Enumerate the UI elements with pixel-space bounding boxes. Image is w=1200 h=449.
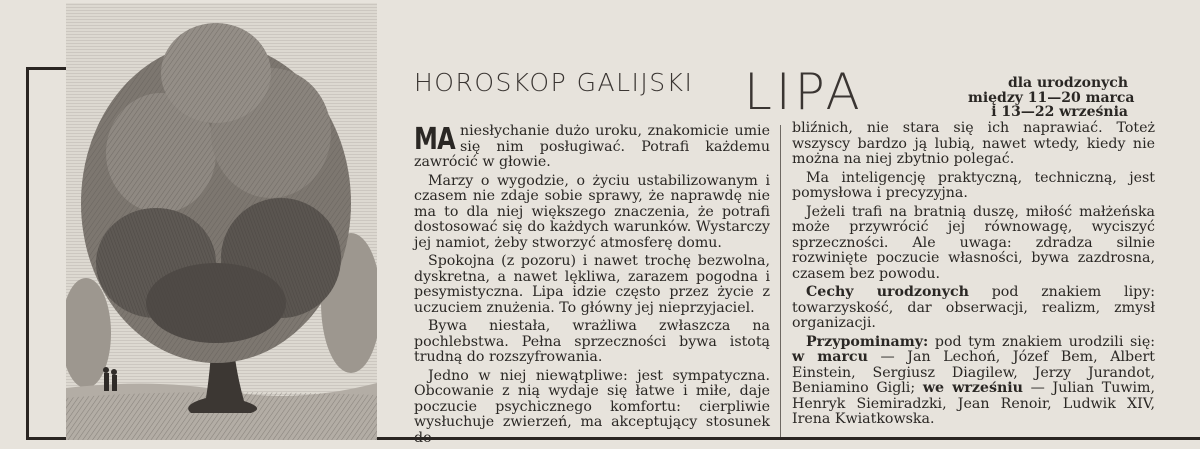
series-title: HOROSKOP GALIJSKI	[414, 68, 694, 97]
paragraph-8: Jeżeli trafi na bratnią duszę, miłość małżeńska może przywrócić jej równowagę, wyciszyć sprzeczności. Ale uwaga: zdradza silnie rozwinięte poczucie własności, bywa zazdrosna, czasem bez powodu.	[792, 203, 1155, 282]
september-label: we wrześniu	[922, 380, 1023, 396]
march-names: — Jan Lechoń, Józef Bem, Albert Einstein, Sergiusz Diagilew, Jerzy Jurandot, Beniamino Gigli;	[792, 349, 1155, 396]
paragraph-1	[414, 124, 770, 171]
september-names: — Julian Tuwim, Henryk Siemiradzki, Jean Renoir, Ludwik XIV, Irena Kwiatkowska.	[792, 380, 1155, 427]
march-label: w marcu	[792, 349, 868, 365]
dates-line-1: dla urodzonych	[1007, 75, 1128, 91]
traits-label: Cechy urodzonych	[806, 284, 969, 300]
article-column-1	[414, 124, 770, 449]
dates-line-2: między 11—20 marca	[968, 89, 1135, 106]
reminder-label: Przypominamy:	[806, 333, 929, 350]
column-divider	[780, 125, 781, 437]
tree-engraving-svg	[66, 3, 377, 440]
traits-text: pod znakiem lipy: towarzyskość, dar obserwacji, realizm, zmysł organizacji.	[792, 284, 1155, 331]
traits-paragraph	[792, 285, 1155, 332]
paragraph-2: Marzy o wygodzie, o życiu ustabilizowanym i czasem nie zdaje sobie sprawy, że naprawdę nie ma to dla niej większego znaczenia, że potrafi dostosować się do każdych warunków. Wystarczy jej namiot, żeby stworzyć atmosferę domu.	[414, 172, 770, 251]
dates-line-3: i 13—22 września	[991, 104, 1128, 120]
sign-title: LIPA	[744, 63, 864, 121]
paragraph-5: Jedno w niej niewątpliwe: jest sympatyczna. Obcowanie z nią wydaje się łatwe i miłe, daje poczucie psychicznego komfortu: cierpliwie wysłuchuje zwierzeń, ma akceptujący stosunek do	[414, 367, 770, 446]
paragraph-1-text: niesłychanie dużo uroku, znakomicie umie się nim posługiwać. Potrafi każdemu zawrócić w głowie.	[414, 123, 770, 170]
article-column-2	[792, 121, 1155, 431]
paragraph-6: bliźnich, nie stara się ich naprawiać. Toteż wszyscy bardzo ją lubią, nawet wtedy, kiedy nie można na niej zbytnio polegać.	[792, 120, 1155, 167]
drop-cap: MA	[414, 122, 455, 157]
frame-left-rule	[26, 67, 29, 440]
paragraph-7: Ma inteligencję praktyczną, techniczną, jest pomysłowa i precyzyjna.	[792, 169, 1155, 201]
birth-dates-block	[968, 75, 1135, 120]
reminder-paragraph	[792, 335, 1155, 428]
reminder-text: pod tym znakiem urodzili się:	[928, 333, 1155, 350]
lime-tree-illustration	[66, 3, 377, 440]
paragraph-3: Spokojna (z pozoru) i nawet trochę bezwolna, dyskretna, a nawet lękliwa, zarazem pogodna i pesymistyczna. Lipa idzie często przez życie z uczuciem znużenia. To główny jej nieprzyjaciel.	[414, 253, 770, 316]
paragraph-4: Bywa niestała, wrażliwa zwłaszcza na pochlebstwa. Pełna sprzeczności bywa istotą trudną do rozszyfrowania.	[414, 318, 770, 365]
frame-top-rule	[26, 67, 66, 70]
